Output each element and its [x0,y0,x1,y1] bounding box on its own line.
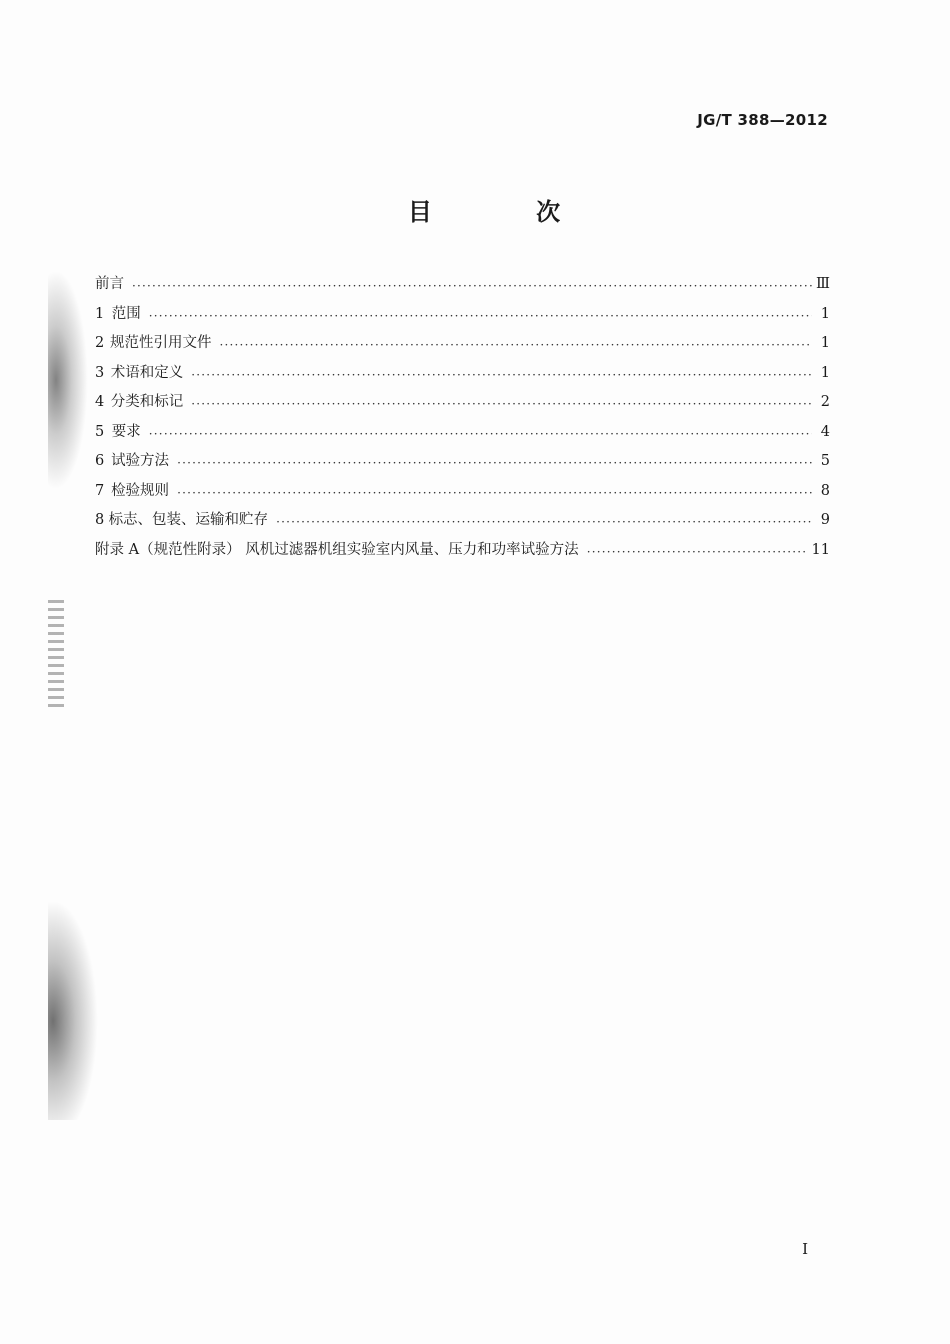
toc-entry-page: 1 [820,335,830,351]
toc-leader-dots [149,426,812,441]
toc-entry[interactable] [95,449,830,479]
toc-entry[interactable] [95,302,830,332]
toc-entry-page: 1 [820,305,830,322]
toc-entry-page: 4 [820,423,830,440]
toc-entry-number: 6 [95,453,105,469]
toc-entry-number: 8 [95,512,105,528]
toc-entry-page: Ⅲ [816,276,830,292]
standard-number: JG/T 388—2012 [697,111,828,129]
toc-entry[interactable] [95,390,830,420]
toc-leader-dots [177,485,812,500]
toc-leader-dots [220,337,813,352]
toc-entry-label: 试验方法 [111,453,170,469]
toc-entry-number: 3 [95,364,105,381]
toc-entry-label: 分类和标记 [110,394,184,410]
scan-noise [48,600,64,710]
toc-entry-label: 附录 A（规范性附录） 风机过滤器机组实验室内风量、压力和功率试验方法 [95,541,579,558]
table-of-contents [95,272,830,567]
toc-entry-label: 检验规则 [111,482,170,499]
toc-entry-page: 1 [820,364,830,381]
scan-noise [48,270,88,490]
toc-leader-dots [132,278,812,293]
toc-leader-dots [587,544,808,559]
toc-leader-dots [177,455,812,470]
toc-entry[interactable] [95,272,830,302]
toc-entry[interactable] [95,331,830,361]
toc-entry-page: 11 [811,541,830,558]
toc-entry-page: 9 [820,512,830,528]
toc-entry-number: 5 [95,423,105,440]
scan-noise [48,900,98,1120]
toc-entry-page: 8 [820,482,830,499]
toc-entry-number: 4 [95,394,105,410]
toc-entry-label: 范围 [111,305,141,322]
toc-entry-number: 1 [95,305,105,322]
toc-leader-dots [276,514,812,529]
toc-entry-appendix[interactable] [95,538,830,568]
toc-entry-label: 前言 [95,276,124,292]
toc-leader-dots [191,367,812,382]
toc-entry[interactable] [95,479,830,509]
toc-entry[interactable] [95,361,830,391]
toc-entry-number: 7 [95,482,105,499]
page-title: 目 次 [407,198,609,226]
toc-entry-label: 规范性引用文件 [110,335,212,351]
page-number: I [802,1240,808,1258]
toc-entry-label: 标志、包装、运输和贮存 [108,512,269,528]
toc-entry[interactable] [95,508,830,538]
toc-entry-label: 要求 [111,423,141,440]
toc-leader-dots [191,396,812,411]
toc-leader-dots [149,308,812,323]
toc-entry-page: 5 [820,453,830,469]
toc-entry[interactable] [95,420,830,450]
toc-entry-number: 2 [95,335,105,351]
toc-entry-label: 术语和定义 [110,364,184,381]
toc-entry-page: 2 [820,394,830,410]
